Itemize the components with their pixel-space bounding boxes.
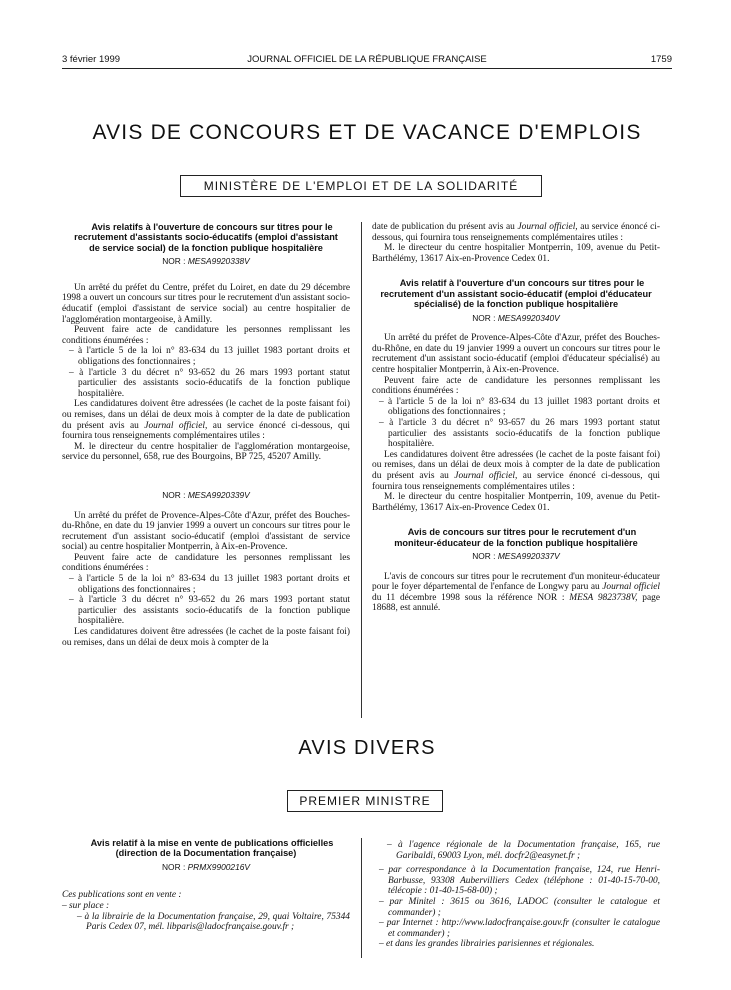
running-header: [62, 54, 672, 68]
paragraph: M. le directeur du centre hospitalier Montperrin, 109, avenue du Petit-Barthélémy, 13617 Aix-en-Provence Cedex 01.: [372, 492, 660, 513]
paragraph: Peuvent faire acte de candidature les personnes remplissant les conditions énumérées :: [372, 375, 660, 397]
ministry-box-premier: PREMIER MINISTRE: [287, 790, 443, 812]
paragraph: date de publication du présent avis au Journal officiel, au service énoncé ci-dessous, qui fournira tous renseignements complémentaires utiles :: [372, 222, 661, 243]
list-item: – par Minitel : 3615 ou 3616, LADOC (consulter le catalogue et commander) ;: [379, 896, 660, 918]
list-item: – à l'article 3 du décret n° 93-652 du 26 mars 1993 portant statut particulier des assistants socio-éducatifs de la fonction publique hospitalière.: [69, 595, 350, 627]
paragraph: M. le directeur du centre hospitalier Montperrin, 109, avenue du Petit-Barthélémy, 13617 Aix-en-Provence Cedex 01.: [372, 243, 660, 264]
notice-heading-publications: Avis relatif à la mise en vente de publications officielles (direction de la Documentation française): [90, 838, 334, 859]
paragraph: M. le directeur du centre hospitalier de l'agglomération montargeoise, service du personnel, 658, rue des Bourgoins, BP 725, 45207 Amilly.: [62, 441, 350, 463]
nor-reference: NOR : MESA9920338V: [162, 256, 250, 267]
list-item: – à l'article 3 du décret n° 93-652 du 26 mars 1993 portant statut particulier des assistants socio-éducatifs de la fonction publique hospitalière.: [69, 367, 350, 399]
bottom-left-column: [62, 838, 350, 933]
notice-heading-educateur: Avis relatif à l'ouverture d'un concours sur titres pour le recrutement d'un assistant socio-éducatif (emploi d'éducateur spécialisé) de la fonction publique hospitalière: [380, 278, 652, 310]
paragraph: L'avis de concours sur titres pour le recrutement d'un moniteur-éducateur pour le foyer départemental de l'enfance de Longwy paru au Journal officiel du 11 décembre 1998 sous la référence NOR : MESA 9823738V, page 18688, est annulé.: [372, 571, 661, 614]
nor-reference: NOR : MESA9920337V: [472, 551, 560, 562]
list-item: – par Internet : http://www.ladocfrançaise.gouv.fr (consulter le catalogue et commander) ;: [379, 918, 660, 939]
list-item: – sur place :: [62, 901, 110, 911]
list-item: – à l'agence régionale de la Documentation française, 165, rue Garibaldi, 69003 Lyon, mél. docfr2@easynet.fr ;: [387, 840, 660, 861]
paragraph: Un arrêté du préfet du Centre, préfet du Loiret, en date du 29 décembre 1998 a ouvert un concours sur titres pour le recrutement d'un assistant socio-éducatif (emploi d'assistant de service social) au centre hospitalier de l'agglomération montargeoise, à Amilly.: [62, 282, 350, 325]
paragraph: Ces publications sont en vente :: [62, 890, 182, 901]
nor-reference: NOR : MESA9920339V: [162, 489, 250, 500]
paragraph: Un arrêté du préfet de Provence-Alpes-Côte d'Azur, préfet des Bouches-du-Rhône, en date du 19 janvier 1999 a ouvert un concours sur titres pour le recrutement d'un assistant socio-éducatif (emploi d'éducateur spécialisé) au centre hospitalier Montperrin, à Aix-en-Provence.: [372, 333, 660, 375]
header-rule: [62, 68, 672, 69]
header-date: 3 février 1999: [62, 54, 121, 65]
list-item: – à l'article 3 du décret n° 93-657 du 26 mars 1993 portant statut particulier des assistants socio-éducatifs de la fonction publique hospitalière.: [379, 417, 660, 450]
list-item: – par correspondance à la Documentation française, 124, rue Henri-Barbusse, 93308 Aubervilliers Cedex (téléphone : 01-40-15-70-00, télécopie : 01-40-15-68-00) ;: [379, 865, 660, 897]
paragraph: Peuvent faire acte de candidature les personnes remplissant les conditions énumérées :: [62, 325, 350, 346]
left-column: [62, 222, 350, 648]
notice-heading-moniteur: Avis de concours sur titres pour le recrutement d'un moniteur-éducateur de la fonction publique hospitalière: [394, 527, 638, 548]
section-title-avis-divers: AVIS DIVERS: [298, 737, 436, 759]
header-page-number: 1759: [650, 54, 672, 65]
column-divider: [361, 838, 362, 958]
paragraph: Un arrêté du préfet de Provence-Alpes-Côte d'Azur, préfet des Bouches-du-Rhône, en date du 19 janvier 1999 a ouvert un concours sur titres pour le recrutement d'un assistant socio-éducatif (emploi d'assistant de service social) au centre hospitalier Montperrin, à Aix-en-Provence.: [62, 510, 350, 553]
paragraph: Les candidatures doivent être adressées (le cachet de la poste faisant foi) ou remises, dans un délai de deux mois à compter de la date de publication du présent avis au Journal officiel, au service énoncé ci-dessous, qui fournira tous renseignements complémentaires utiles :: [62, 399, 350, 442]
list-item: – à l'article 5 de la loi n° 83-634 du 13 juillet 1983 portant droits et obligations des fonctionnaires ;: [379, 396, 660, 418]
nor-reference: NOR : PRMX9900216V: [162, 861, 250, 872]
paragraph: Peuvent faire acte de candidature les personnes remplissant les conditions énumérées :: [62, 552, 350, 574]
list-item: – et dans les grandes librairies parisiennes et régionales.: [379, 939, 595, 950]
column-divider: [361, 222, 362, 718]
paragraph: Les candidatures doivent être adressées (le cachet de la poste faisant foi) ou remises, dans un délai de deux mois à compter de la: [62, 627, 350, 648]
list-item: – à l'article 5 de la loi n° 83-634 du 13 juillet 1983 portant droits et obligations des fonctionnaires ;: [69, 574, 350, 595]
notice-heading-assistants-social: Avis relatifs à l'ouverture de concours sur titres pour le recrutement d'assistants socio-éducatifs (emploi d'assistant de service social) de la fonction publique hospitalière: [74, 222, 338, 253]
bottom-right-column: [372, 840, 660, 950]
right-column: [372, 222, 660, 614]
paragraph: Les candidatures doivent être adressées (le cachet de la poste faisant foi) ou remises, dans un délai de deux mois à compter de la date de publication du présent avis au Journal officiel, au service énoncé ci-dessous, qui fournira tous renseignements complémentaires utiles :: [372, 449, 660, 492]
nor-reference: NOR : MESA9920340V: [472, 312, 560, 323]
ministry-box-emploi: MINISTÈRE DE L'EMPLOI ET DE LA SOLIDARITÉ: [180, 175, 542, 197]
section-title-concours: AVIS DE CONCOURS ET DE VACANCE D'EMPLOIS: [92, 121, 642, 144]
list-item: – à la librairie de la Documentation française, 29, quai Voltaire, 75344 Paris Cedex 07, mél. libparis@ladocfrançaise.gouv.fr ;: [77, 911, 350, 933]
list-item: – à l'article 5 de la loi n° 83-634 du 13 juillet 1983 portant droits et obligations des fonctionnaires ;: [69, 346, 350, 367]
header-journal-title: JOURNAL OFFICIEL DE LA RÉPUBLIQUE FRANÇAISE: [247, 54, 487, 65]
